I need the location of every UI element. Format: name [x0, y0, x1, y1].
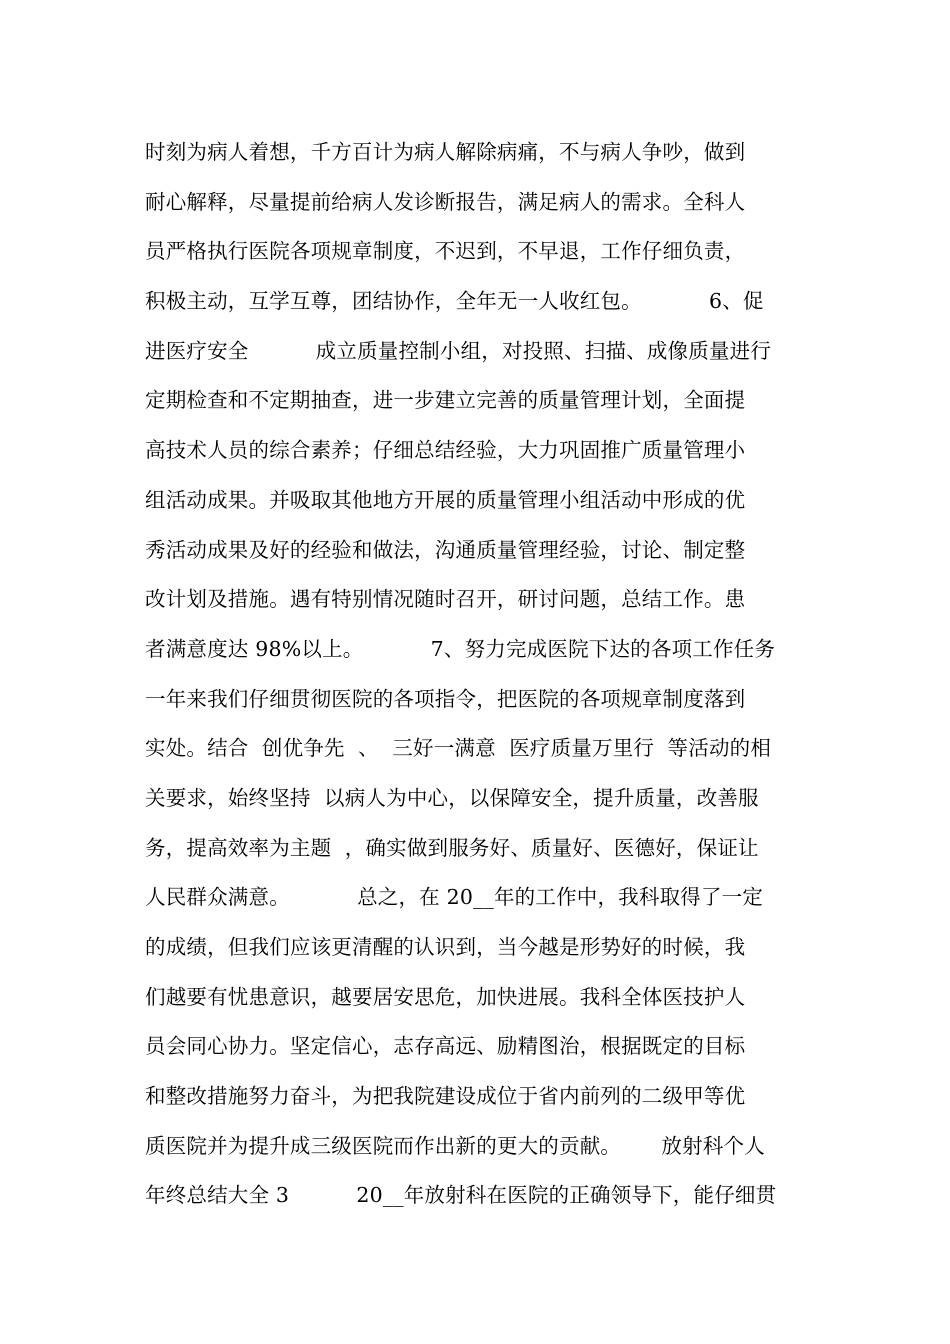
text-line: 和整改措施努力奋斗，为把我院建设成位于省内前列的二级甲等优 — [145, 1084, 746, 1109]
text-line: 员严格执行医院各项规章制度，不迟到，不早退，工作仔细负责， — [145, 239, 746, 264]
text-line: 时刻为病人着想，千方百计为病人解除病痛，不与病人争吵，做到 — [145, 140, 746, 164]
text-line: 组活动成果。并吸取其他地方开展的质量管理小组活动中形成的优 — [145, 487, 746, 512]
text-line: 质医院并为提升成三级医院而作出新的更大的贡献。 放射科个人 — [145, 1133, 765, 1158]
text-line: 关要求，始终坚持 以病人为中心，以保障安全，提升质量，改善服 — [145, 785, 759, 810]
text-line: 们越要有忧患意识，越要居安思危，加快进展。我科全体医技护人 — [145, 984, 746, 1009]
text-line: 高技术人员的综合素养；仔细总结经验，大力巩固推广质量管理小 — [145, 438, 746, 463]
text-line: 秀活动成果及好的经验和做法，沟通质量管理经验，讨论、制定整 — [145, 537, 746, 562]
text-line: 积极主动，互学互尊，团结协作，全年无一人收红包。 6、促 — [145, 289, 764, 314]
text-line: 定期检查和不定期抽查，进一步建立完善的质量管理计划，全面提 — [145, 388, 746, 413]
text-line: 人民群众满意。 总之，在 20__年的工作中，我科取得了一定 — [145, 885, 764, 910]
text-line: 的成绩，但我们应该更清醒的认识到，当今越是形势好的时候，我 — [145, 935, 746, 959]
text-line: 年终总结大全 3 20__年放射科在医院的正确领导下，能仔细贯 — [145, 1183, 777, 1208]
text-line: 耐心解释，尽量提前给病人发诊断报告，满足病人的需求。全科人 — [145, 189, 746, 214]
text-line: 务，提高效率为主题 ，确实做到服务好、质量好、医德好，保证让 — [145, 835, 759, 860]
text-line: 员会同心协力。坚定信心，志存高远、励精图治，根据既定的目标 — [145, 1034, 746, 1059]
text-line: 进医疗安全 成立质量控制小组，对投照、扫描、成像质量进行 — [145, 338, 772, 363]
text-line: 实处。结合 创优争先 、 三好一满意 医疗质量万里行 等活动的相 — [145, 736, 772, 761]
body-text — [145, 128, 810, 1221]
text-line: 改计划及措施。遇有特别情况随时召开，研讨问题，总结工作。患 — [145, 587, 746, 612]
text-line: 一年来我们仔细贯彻医院的各项指令，把医院的各项规章制度落到 — [145, 686, 746, 711]
text-line: 者满意度达 98%以上。 7、努力完成医院下达的各项工作任务 — [145, 636, 776, 661]
